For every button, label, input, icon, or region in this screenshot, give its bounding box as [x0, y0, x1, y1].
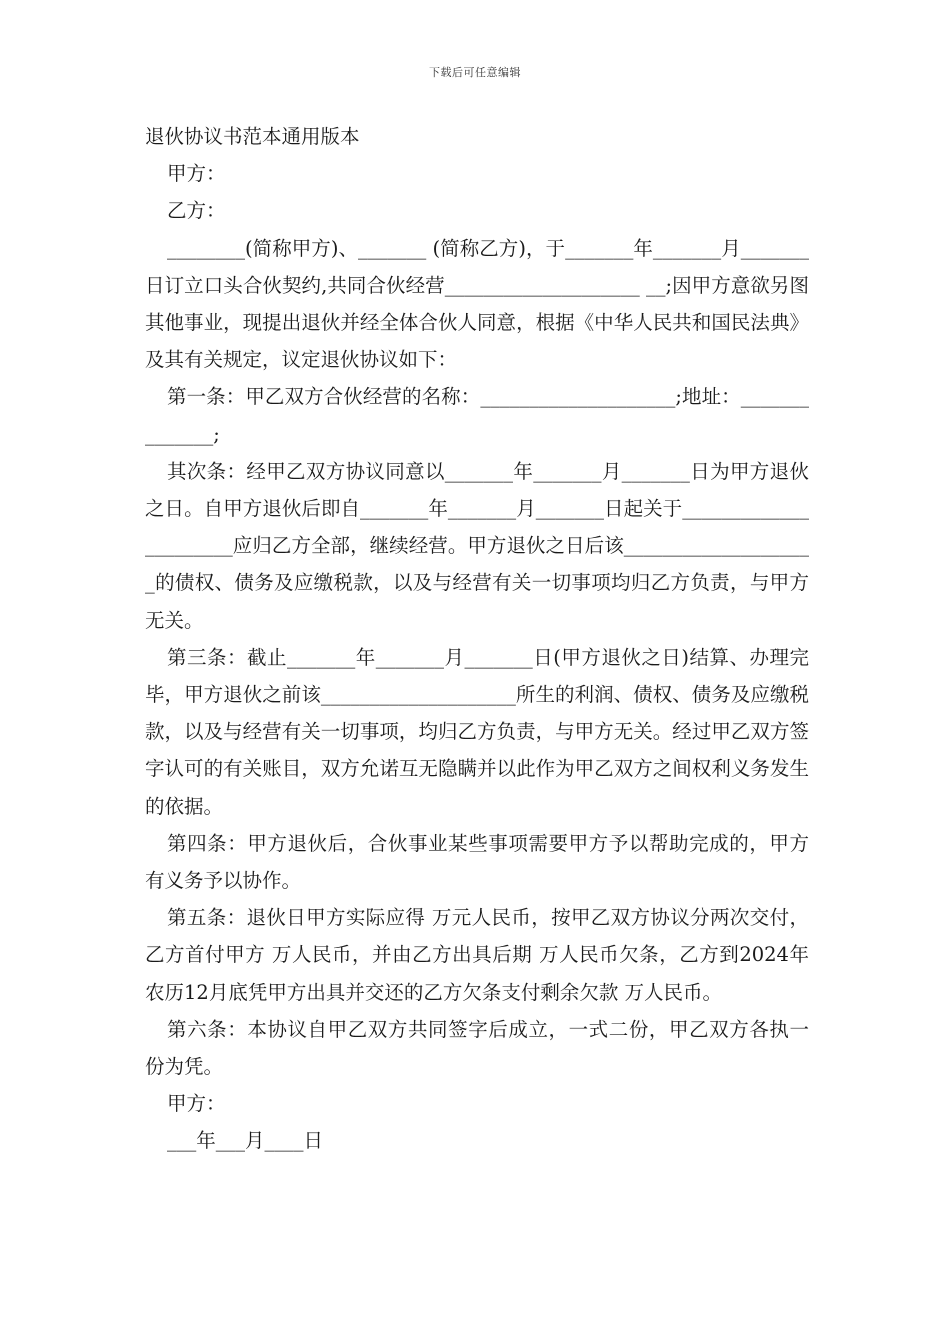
article-1: 第一条：甲乙双方合伙经营的名称：____________________;地址：______________;: [145, 385, 809, 446]
intro-paragraph: ________(简称甲方)、_______ (简称乙方)，于_______年_______月_______日订立口头合伙契约,共同合伙经营____________________ __;因甲方意欲另图其他事业，现提出退伙并经全体合伙人同意，根据《中华人民共和国民法典》及其有关规定，议定退伙协议如下：: [145, 236, 809, 372]
article-2: 其次条：经甲乙双方协议同意以_______年_______月_______日为甲方退伙之日。自甲方退伙后即自_______年_______月_______日起关于______________________应归乙方全部，继续经营。甲方退伙之日后该____________________的债权、债务及应缴税款，以及与经营有关一切事项均归乙方负责，与甲方无关。: [145, 459, 809, 632]
party-a-label: 甲方：: [167, 162, 226, 186]
article-5: 第五条：退伙日甲方实际应得 万元人民币，按甲乙双方协议分两次交付，乙方首付甲方 万人民币，并由乙方出具后期 万人民币欠条，乙方到2024年农历12月底凭甲方出具并交还的乙方欠条支付剩余欠款 万人民币。: [145, 906, 809, 1004]
signature-party-a: 甲方：: [167, 1092, 226, 1116]
party-b-label: 乙方：: [167, 199, 226, 223]
page-header-note: 下载后可任意编辑: [429, 66, 521, 79]
document-title: 退伙协议书范本通用版本: [145, 125, 360, 148]
signature-date: ___年___月____日: [167, 1129, 324, 1153]
article-4: 第四条：甲方退伙后，合伙事业某些事项需要甲方予以帮助完成的，甲方有义务予以协作。: [145, 831, 809, 893]
article-6: 第六条：本协议自甲乙双方共同签字后成立，一式二份，甲乙双方各执一份为凭。: [145, 1017, 809, 1079]
article-3: 第三条：截止_______年_______月_______日(甲方退伙之日)结算、办理完毕，甲方退伙之前该____________________所生的利润、债权、债务及应缴税款，以及与经营有关一切事项，均归乙方负责，与甲方无关。经过甲乙双方签字认可的有关账目，双方允诺互无隐瞒并以此作为甲乙双方之间权利义务发生的依据。: [145, 645, 809, 818]
document-body: [145, 118, 809, 1160]
